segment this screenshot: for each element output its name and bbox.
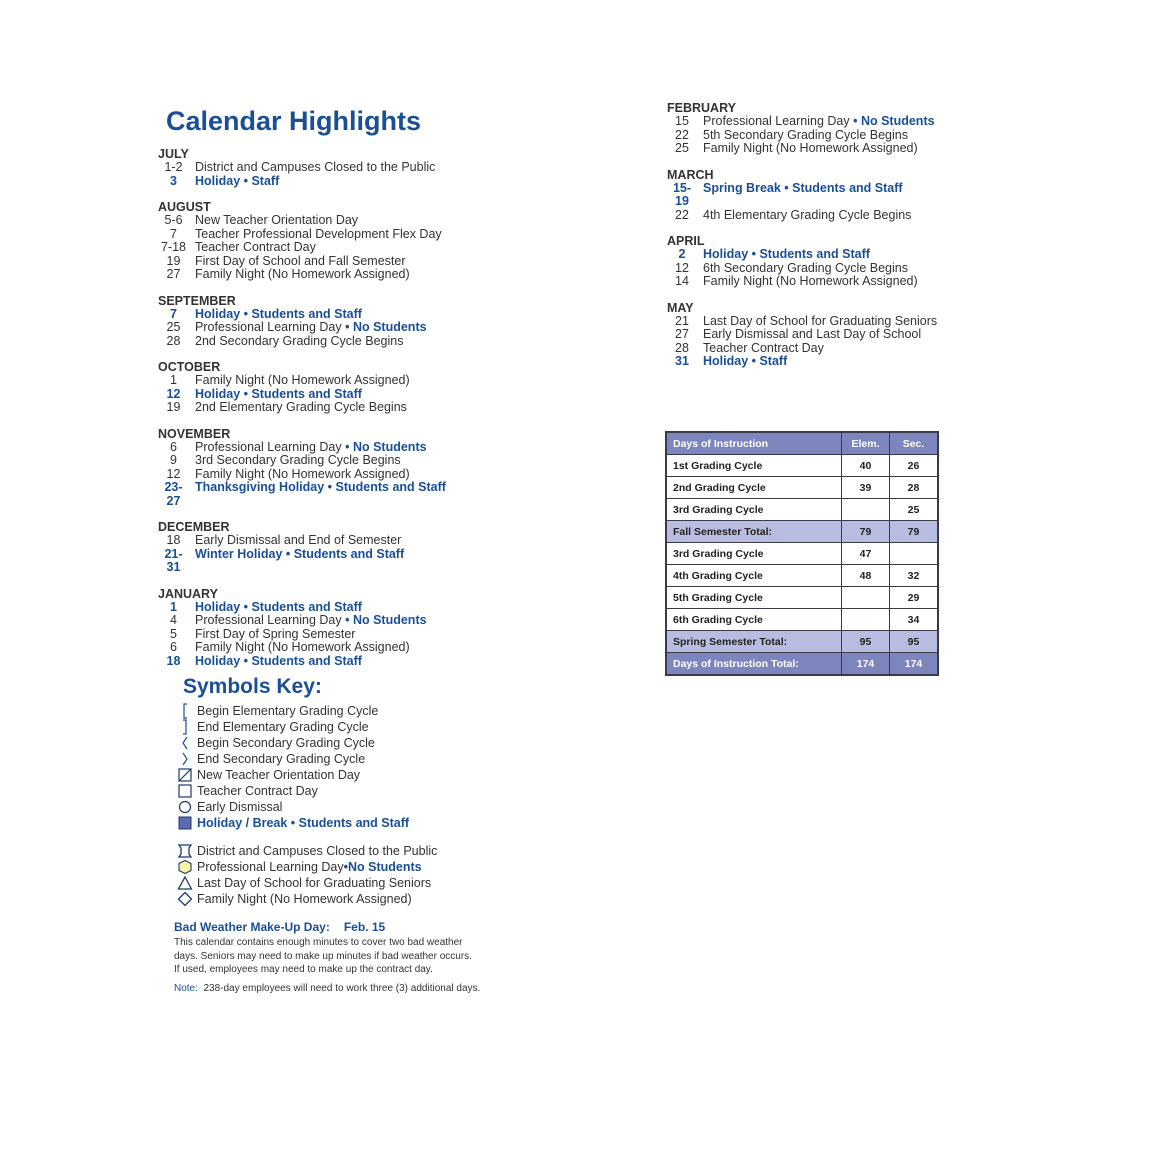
event-description: Family Night (No Homework Assigned) [195,373,410,387]
event-description: 2nd Elementary Grading Cycle Begins [195,400,407,414]
sec-cell: 34 [890,609,939,631]
event-text [703,355,787,369]
event-description: Professional Learning Day [195,613,342,627]
month-block-august [158,201,446,282]
left-angle-bracket-icon [177,735,193,751]
event-description: First Day of Spring Semester [195,626,356,641]
month-name: MARCH [667,167,714,182]
crossed-square-icon [177,767,193,783]
symbol-key-label: New Teacher Orientation Day [197,768,361,782]
month-block-october [158,361,446,415]
month-block-january [158,588,446,669]
sec-cell [890,543,939,565]
event-text: Professional Learning Day • No Students [195,613,427,627]
symbol-key-item [177,735,437,751]
symbol-key-label: Early Dismissal [197,800,283,814]
symbol-key-item [177,843,437,859]
month-name: JANUARY [158,586,218,601]
calendar-event [158,228,446,242]
elem-cell: 79 [842,521,890,543]
event-text [195,468,410,482]
symbols-key-list [177,703,437,907]
calendar-event [158,614,446,628]
event-date: 7-18 [160,240,187,254]
row-label-cell: Spring Semester Total: [666,631,842,653]
no-students-label: No Students [860,114,935,128]
event-date: 12 [166,386,181,401]
event-description: Family Night (No Homework Assigned) [195,466,410,481]
event-date: 7 [170,226,177,241]
table-row [666,477,938,499]
right-angle-bracket-icon [177,751,193,767]
bad-weather-line: This calendar contains enough minutes to cover two bad weather [174,937,463,948]
sec-cell: 32 [890,565,939,587]
event-text [195,308,362,322]
event-text [195,255,406,269]
event-date: 12 [166,466,181,481]
left-square-bracket-icon [177,703,193,719]
symbol-key-item [177,719,437,735]
symbol-key-item [177,783,437,799]
event-description: Teacher Contract Day [195,240,316,254]
event-text [195,548,404,575]
event-description: 4th Elementary Grading Cycle Begins [703,207,912,222]
elem-cell: 40 [842,455,890,477]
calendar-event [667,328,937,342]
event-date: 18 [166,533,181,547]
calendar-event [158,454,446,468]
calendar-event [158,268,446,282]
calendar-event [158,308,446,322]
calendar-event [158,628,446,642]
event-text [195,641,410,655]
no-students-label: No Students [352,320,427,334]
table-row [666,521,938,543]
left-calendar-column [158,148,446,681]
calendar-event [158,441,446,455]
event-date: 21-31 [164,546,183,574]
event-date: 9 [170,453,177,467]
event-date: 21 [675,313,689,328]
calendar-event [158,374,446,388]
event-date: 18 [166,653,181,668]
event-text [195,268,410,282]
elem-cell: 47 [842,543,890,565]
elem-cell: 95 [842,631,890,653]
hexagon-icon [177,859,193,875]
symbol-key-label: Holiday / Break • Students and Staff [197,816,410,830]
calendar-event [667,248,937,262]
symbol-key-item [177,815,437,831]
calendar-event [158,548,446,575]
event-text [703,315,937,329]
month-block-february [667,102,937,156]
square-outline-icon [177,783,193,799]
calendar-event [158,255,446,269]
event-date: 31 [675,354,689,368]
symbol-key-label: District and Campuses Closed to the Public [197,844,438,858]
employee-note [174,983,504,994]
bad-weather-line: If used, employees may need to make up the contract day. [174,964,433,975]
event-date: 1 [170,599,177,614]
month-name: MAY [667,300,694,315]
table-row [666,631,938,653]
event-description: 6th Secondary Grading Cycle Begins [703,260,908,275]
row-label-cell: 6th Grading Cycle [666,609,842,631]
bad-weather-label: Bad Weather Make-Up Day: [174,920,330,934]
event-date: 12 [675,260,689,275]
calendar-event [667,115,937,129]
calendar-event [158,161,446,175]
calendar-event [667,262,937,276]
row-label-cell: Days of Instruction Total: [666,653,842,676]
elem-cell [842,499,890,521]
event-date: 5-6 [164,213,183,227]
event-text [195,241,316,255]
event-text [703,262,908,276]
event-text [195,534,401,548]
calendar-event [158,534,446,548]
symbol-key-label: Family Night (No Homework Assigned) [197,892,412,906]
table-row [666,587,938,609]
table-row [666,499,938,521]
month-name: NOVEMBER [158,426,231,441]
calendar-event [667,355,937,369]
event-date: 22 [675,127,689,142]
right-calendar-column [667,102,937,382]
table-row [666,565,938,587]
event-description: Holiday • Students and Staff [195,653,362,668]
month-block-may [667,302,937,369]
sec-cell: 28 [890,477,939,499]
calendar-event [667,142,937,156]
symbol-key-label: Professional Learning Day [197,860,344,874]
symbol-key-item [177,875,437,891]
event-description: Thanksgiving Holiday • Students and Staff [195,480,446,494]
event-description: Teacher Contract Day [703,340,824,355]
event-date: 19 [166,253,181,268]
event-date: 6 [170,439,177,454]
event-date: 1-2 [164,160,183,174]
event-text: Professional Learning Day • No Students [703,114,935,128]
calendar-event [158,468,446,482]
event-description: Professional Learning Day [703,114,850,128]
table-row [666,653,938,676]
header-days-of-instruction: Days of Instruction [666,432,842,455]
symbol-key-item [177,799,437,815]
event-description: Winter Holiday • Students and Staff [195,546,405,561]
event-description: Family Night (No Homework Assigned) [195,267,410,281]
symbol-key-item: Professional Learning Day • No Students [177,859,437,875]
bad-weather-line: days. Seniors may need to make up minutes if bad weather occurs. [174,950,472,962]
month-block-july [158,148,446,188]
symbol-key-item [177,751,437,767]
event-description: Holiday • Students and Staff [195,306,362,321]
month-name: FEBRUARY [667,101,736,115]
month-name: AUGUST [158,200,211,214]
event-text [703,275,918,289]
event-date: 25 [675,141,689,155]
calendar-event [667,342,937,356]
calendar-event [158,641,446,655]
bad-weather-section [174,920,504,994]
month-block-march [667,169,937,223]
calendar-event [158,214,446,228]
month-name: OCTOBER [158,360,221,374]
calendar-event [667,182,937,209]
table-row [666,455,938,477]
month-block-september [158,295,446,349]
table-row [666,609,938,631]
no-students-label: No Students [352,439,427,454]
row-label-cell: 3rd Grading Cycle [666,499,842,521]
event-text [195,214,358,228]
event-description: Family Night (No Homework Assigned) [195,640,410,654]
event-text: Professional Learning Day • No Students [195,439,427,454]
month-block-april [667,235,937,289]
event-description: Early Dismissal and Last Day of School [703,327,922,341]
symbol-key-item [177,703,437,719]
event-date: 15 [675,114,689,128]
event-text [195,388,362,402]
calendar-event [158,321,446,335]
symbols-key-title: Symbols Key: [183,675,322,698]
event-description: Family Night (No Homework Assigned) [703,274,918,288]
calendar-event [667,129,937,143]
sec-cell: 174 [890,653,939,676]
calendar-event [667,209,937,223]
elem-cell: 48 [842,565,890,587]
row-label-cell: 4th Grading Cycle [666,565,842,587]
bad-weather-text [174,936,504,977]
event-text [195,175,279,189]
row-label-cell: 2nd Grading Cycle [666,477,842,499]
circle-outline-icon [177,799,193,815]
event-description: Holiday • Staff [703,354,788,368]
sec-cell: 26 [890,455,939,477]
event-description: Professional Learning Day [195,439,342,454]
event-text [195,601,362,615]
event-date: 1 [170,373,177,387]
event-date: 14 [675,274,689,288]
event-text [703,328,921,342]
bad-weather-date: Feb. 15 [343,920,386,934]
symbol-key-item [177,767,437,783]
event-text [703,248,870,262]
symbol-key-label: End Secondary Grading Cycle [197,752,366,766]
table-row [666,543,938,565]
event-description: Professional Learning Day [195,320,342,334]
event-text [195,655,362,669]
elem-cell [842,609,890,631]
month-block-december [158,521,446,575]
event-date: 5 [170,626,177,641]
event-date: 23-27 [164,480,183,508]
event-text [195,335,403,349]
symbol-key-label: Begin Secondary Grading Cycle [197,736,375,750]
event-description: First Day of School and Fall Semester [195,253,406,268]
sec-cell: 25 [890,499,939,521]
event-description: Holiday • Staff [195,173,280,188]
calendar-event [667,275,937,289]
event-description: Holiday • Students and Staff [703,247,870,261]
symbol-key-label: Teacher Contract Day [197,784,318,798]
symbol-key-label: Begin Elementary Grading Cycle [197,704,379,718]
event-description: New Teacher Orientation Day [195,213,359,227]
event-description: Family Night (No Homework Assigned) [703,141,918,155]
event-text [195,454,401,468]
calendar-event [667,315,937,329]
calendar-event [158,655,446,669]
symbol-key-label: Last Day of School for Graduating Seniors [197,876,432,890]
event-description: 5th Secondary Grading Cycle Begins [703,127,908,142]
sec-cell: 79 [890,521,939,543]
event-text [195,481,446,508]
event-description: Last Day of School for Graduating Seniors [703,313,938,328]
event-date: 27 [166,267,181,281]
calendar-event [158,601,446,615]
header-elem: Elem. [842,432,890,455]
days-of-instruction-table [665,431,939,676]
filled-square-icon [177,815,193,831]
month-block-november [158,428,446,509]
event-text [703,182,903,209]
event-date: 4 [170,613,177,627]
bad-weather-title [174,920,504,934]
month-name: JULY [158,147,189,161]
event-date: 27 [675,327,689,341]
event-description: 2nd Secondary Grading Cycle Begins [195,333,404,348]
event-text [195,374,410,388]
calendar-event [158,175,446,189]
event-text [703,342,824,356]
event-date: 22 [675,207,689,222]
event-description: Early Dismissal and End of Semester [195,533,402,547]
event-text [195,161,435,175]
note-label: Note: [174,982,198,994]
event-date: 3 [170,173,177,188]
event-text [195,401,407,415]
elem-cell: 174 [842,653,890,676]
event-text [195,628,355,642]
elem-cell [842,587,890,609]
event-description: Holiday • Students and Staff [195,386,362,401]
header-sec: Sec. [890,432,939,455]
right-square-bracket-icon [177,719,193,735]
row-label-cell: 3rd Grading Cycle [666,543,842,565]
event-date: 15-19 [672,180,692,208]
calendar-event [158,401,446,415]
event-text [703,142,918,156]
event-date: 6 [170,640,177,654]
diamond-icon [177,891,193,907]
sec-cell: 95 [890,631,939,653]
calendar-event [158,388,446,402]
no-students-label: No Students [352,613,427,627]
event-description: Holiday • Students and Staff [195,599,362,614]
table-header-row [666,432,938,455]
event-description: Spring Break • Students and Staff [703,180,903,195]
event-date: 28 [675,340,689,355]
event-date: 2 [678,247,686,261]
event-description: 3rd Secondary Grading Cycle Begins [195,453,401,467]
closed-frame-icon [177,843,193,859]
event-description: District and Campuses Closed to the Public [195,160,436,174]
event-date: 7 [170,306,177,321]
calendar-event [158,481,446,508]
event-text: Professional Learning Day • No Students [195,320,427,334]
note-text: 238-day employees will need to work three (3) additional days. [203,982,481,994]
symbol-key-item [177,891,437,907]
page-title: Calendar Highlights [166,106,422,136]
event-text [703,209,911,223]
event-text [195,228,442,242]
elem-cell: 39 [842,477,890,499]
event-date: 25 [166,320,181,334]
calendar-event [158,241,446,255]
sec-cell: 29 [890,587,939,609]
row-label-cell: 1st Grading Cycle [666,455,842,477]
calendar-event [158,335,446,349]
row-label-cell: Fall Semester Total: [666,521,842,543]
symbol-key-label: End Elementary Grading Cycle [197,720,369,734]
event-description: Teacher Professional Development Flex Day [195,226,442,241]
row-label-cell: 5th Grading Cycle [666,587,842,609]
event-date: 28 [166,333,181,348]
event-date: 19 [166,400,181,414]
triangle-icon [177,875,193,891]
event-text [703,129,908,143]
month-name: DECEMBER [158,520,230,534]
no-students-label: No Students [348,860,422,874]
month-name: SEPTEMBER [158,293,236,308]
month-name: APRIL [667,234,705,248]
